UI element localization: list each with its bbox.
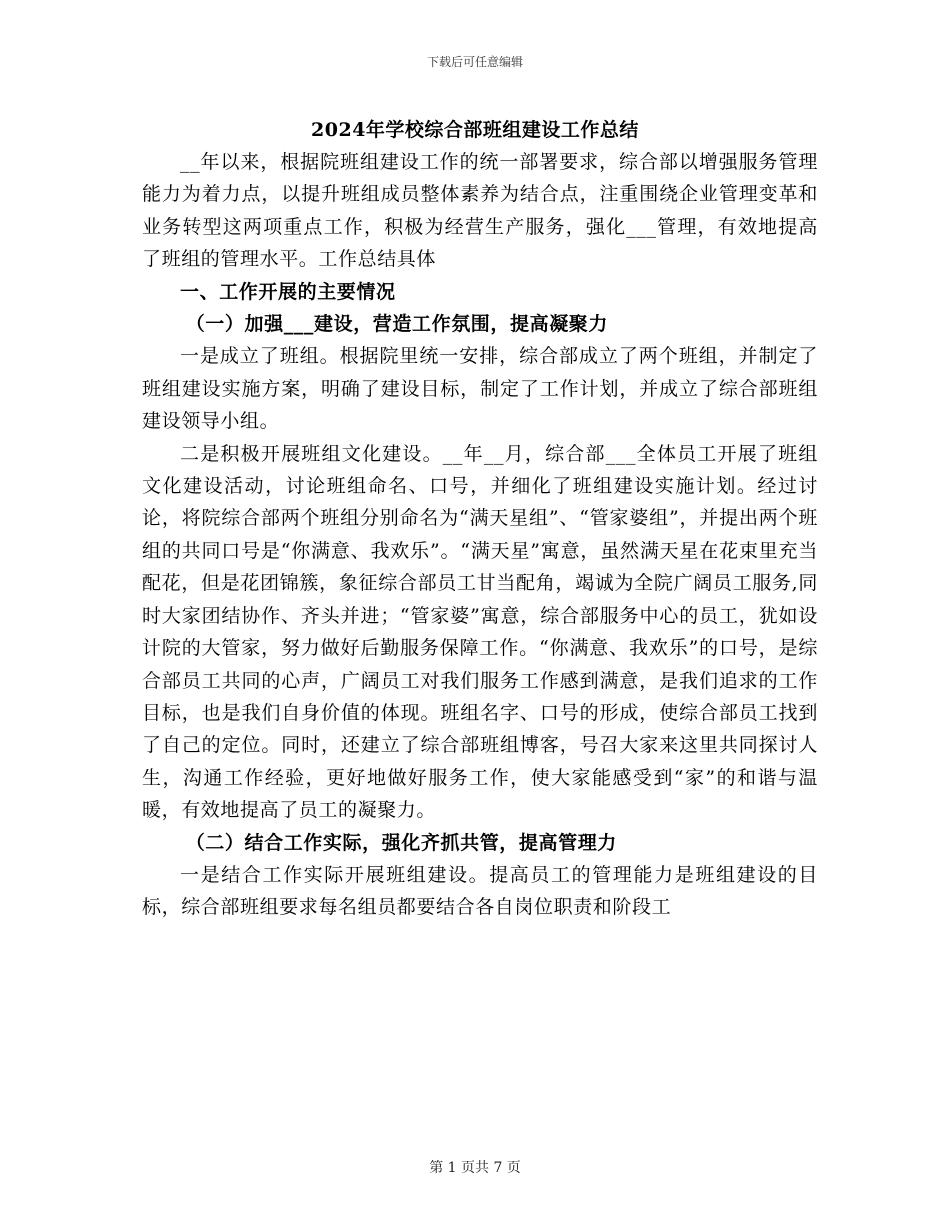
intro-paragraph: __年以来，根据院班组建设工作的统一部署要求，综合部以增强服务管理能力为着力点，以提升班组成员整体素养为结合点，注重围绕企业管理变革和业务转型这两项重点工作，积极为经营生产服务，强化___管理，有效地提高了班组的管理水平。工作总结具体 (142, 151, 818, 271)
page-number: 第 1 页共 7 页 (429, 1160, 521, 1176)
section-heading: 一、工作开展的主要情况 (180, 280, 396, 303)
header-note: 下载后可任意编辑 (426, 55, 523, 69)
body-paragraph: 一是成立了班组。根据院里统一安排，综合部成立了两个班组，并制定了班组建设实施方案，明确了建设目标，制定了工作计划，并成立了综合部班组建设领导小组。 (142, 345, 818, 433)
body-paragraph: 二是积极开展班组文化建设。__年__月，综合部___全体员工开展了班组文化建设活动，讨论班组命名、口号，并细化了班组建设实施计划。经过讨论，将院综合部两个班组分别命名为“满天星组”、“管家婆组”，并提出两个班组的共同口号是“你满意、我欢乐”。“满天星”寓意，虽然满天星在花束里充当配花，但是花团锦簇，象征综合部员工甘当配角，竭诚为全院广阔员工服务,同时大家团结协作、齐头并进；“管家婆”寓意，综合部服务中心的员工，犹如设计院的大管家，努力做好后勤服务保障工作。“你满意、我欢乐”的口号，是综合部员工共同的心声，广阔员工对我们服务工作感到满意，是我们追求的工作目标，也是我们自身价值的体现。班组名字、口号的形成，使综合部员工找到了自己的定位。同时，还建立了综合部班组博客，号召大家来这里共同探讨人生，沟通工作经验，更好地做好服务工作，使大家能感受到“家”的和谐与温暖，有效地提高了员工的凝聚力。 (142, 442, 818, 822)
subsection-heading: （一）加强___建设，营造工作氛围，提高凝聚力 (185, 313, 608, 336)
document-title: 2024年学校综合部班组建设工作总结 (311, 119, 639, 141)
body-paragraph: 一是结合工作实际开展班组建设。提高员工的管理能力是班组建设的目标，综合部班组要求每名组员都要结合各自岗位职责和阶段工 (142, 863, 818, 919)
document-body (142, 146, 818, 924)
subsection-heading: （二）结合工作实际，强化齐抓共管，提高管理力 (185, 831, 617, 854)
